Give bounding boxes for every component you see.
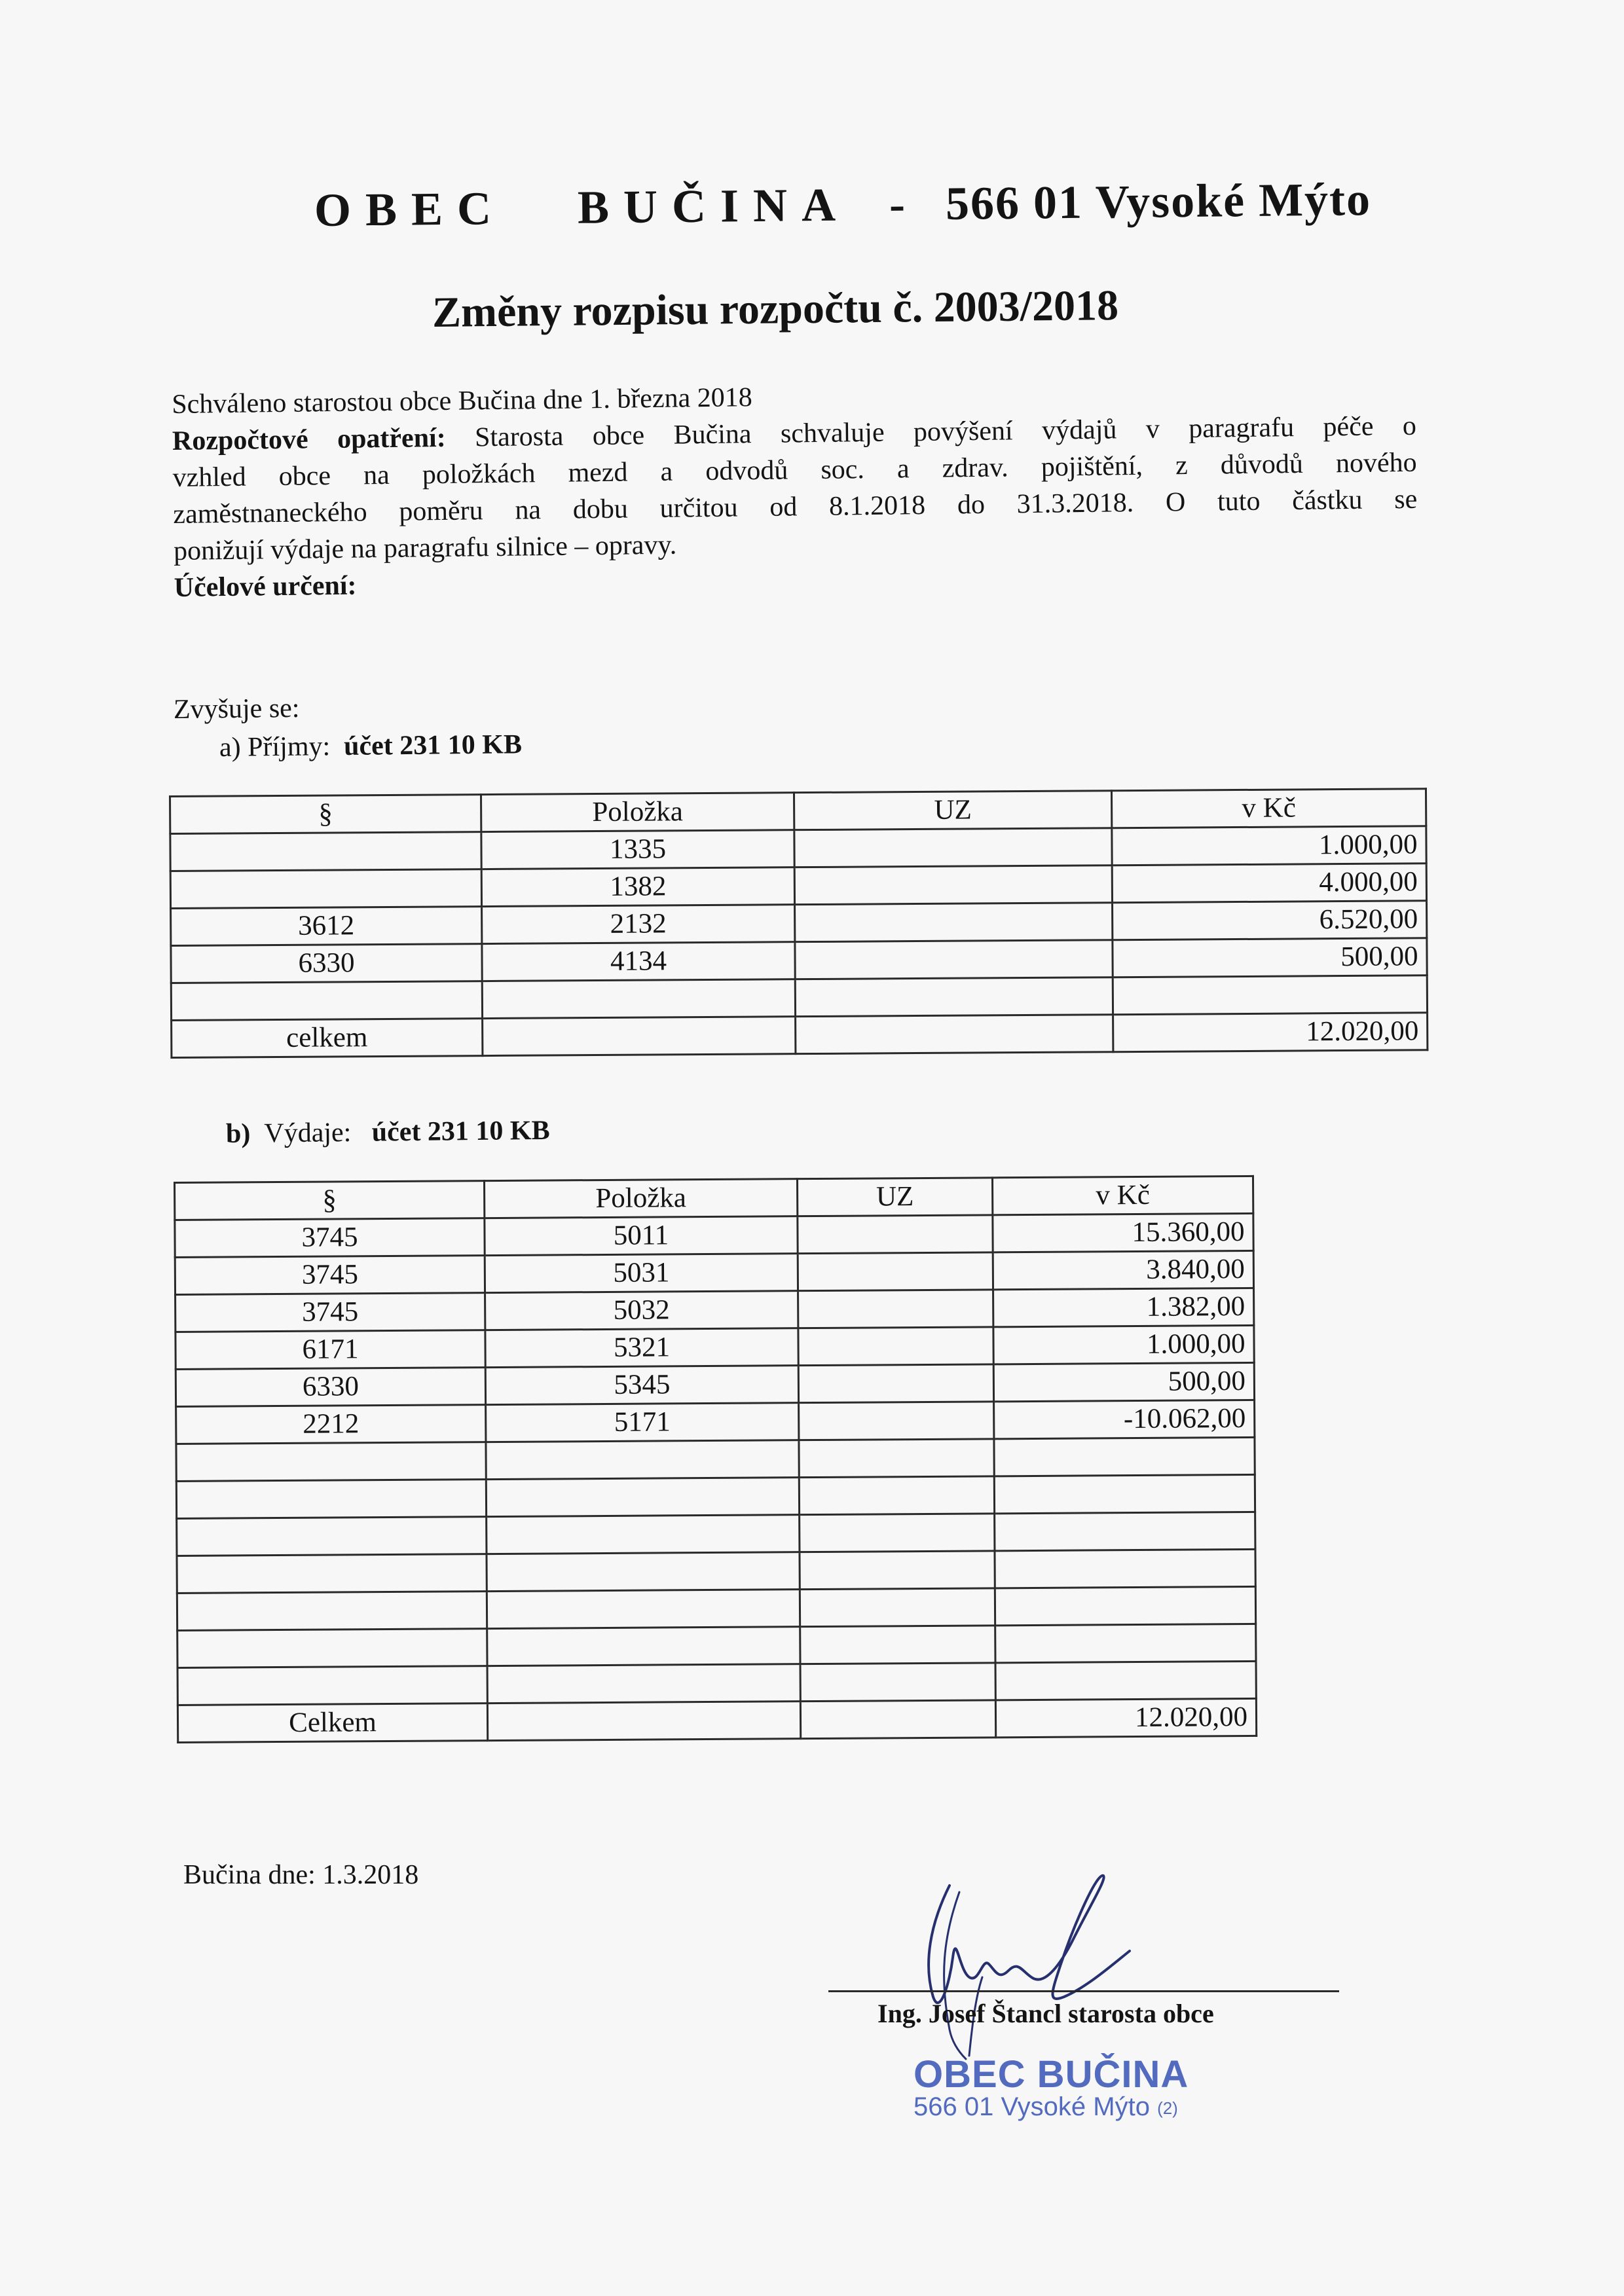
expenses-heading xyxy=(226,1115,550,1150)
expense-cell-amount xyxy=(995,1512,1255,1550)
expenses-table xyxy=(174,1175,1257,1743)
income-cell-paragraph: 6330 xyxy=(171,944,482,983)
expense-header-item: Položka xyxy=(485,1179,798,1218)
signer-name: Ing. Josef Štancl starosta obce xyxy=(877,1999,1214,2028)
income-account: účet 231 10 KB xyxy=(343,729,523,762)
expense-cell-amount xyxy=(995,1586,1255,1625)
income-header-item: Položka xyxy=(481,793,794,832)
income-cell-amount: 1.000,00 xyxy=(1112,826,1426,866)
expense-cell-item xyxy=(487,1702,800,1741)
expense-cell-amount xyxy=(994,1437,1255,1476)
expense-cell-paragraph xyxy=(177,1592,487,1631)
measure-label: Rozpočtové opatření: xyxy=(172,422,446,456)
expense-cell-paragraph xyxy=(177,1517,487,1556)
income-cell-uz xyxy=(795,940,1113,979)
expenses-prefix: Výdaje: xyxy=(264,1117,352,1149)
expense-header-amount: v Kč xyxy=(992,1176,1253,1214)
income-cell-amount: 12.020,00 xyxy=(1113,1013,1428,1052)
expense-cell-uz xyxy=(800,1663,995,1702)
income-header-amount: v Kč xyxy=(1111,789,1426,828)
expense-cell-paragraph: 3745 xyxy=(175,1293,485,1332)
expense-row xyxy=(175,1288,1254,1332)
income-cell-uz xyxy=(795,977,1113,1017)
income-table xyxy=(169,788,1428,1059)
expense-row xyxy=(175,1362,1254,1406)
expenses-prefix-b: b) xyxy=(225,1118,251,1149)
income-cell-item xyxy=(482,979,795,1019)
expenses-account: účet 231 10 KB xyxy=(371,1115,550,1148)
income-cell-amount: 4.000,00 xyxy=(1112,864,1426,903)
expense-row xyxy=(177,1512,1255,1556)
income-cell-amount: 6.520,00 xyxy=(1113,901,1427,940)
expense-cell-uz xyxy=(799,1439,994,1478)
expense-cell-amount xyxy=(995,1624,1256,1662)
expense-row xyxy=(177,1698,1256,1742)
expense-cell-amount: 12.020,00 xyxy=(995,1698,1256,1737)
expense-cell-uz xyxy=(798,1215,993,1254)
expense-cell-item xyxy=(487,1515,800,1554)
expense-cell-uz xyxy=(800,1588,995,1627)
stamp-number: (2) xyxy=(1157,2098,1178,2118)
expense-cell-uz xyxy=(798,1290,993,1328)
approved-line: Schváleno starostou obce Bučina dne 1. března 2018 xyxy=(172,382,752,420)
expense-cell-uz xyxy=(799,1476,994,1515)
income-cell-item: 1382 xyxy=(481,867,794,907)
income-cell-amount xyxy=(1113,975,1427,1015)
header-name: BUČINA xyxy=(577,178,851,234)
income-cell-item xyxy=(483,1017,796,1056)
expense-row xyxy=(175,1325,1254,1369)
expense-cell-paragraph xyxy=(177,1629,487,1668)
income-cell-uz xyxy=(796,1015,1113,1054)
expense-cell-paragraph xyxy=(176,1480,486,1519)
expense-cell-uz xyxy=(800,1551,995,1590)
income-cell-paragraph xyxy=(170,869,481,909)
expense-cell-amount xyxy=(994,1474,1255,1513)
expense-cell-amount: 1.000,00 xyxy=(993,1325,1254,1364)
expense-cell-amount xyxy=(995,1549,1255,1588)
expense-cell-amount: 15.360,00 xyxy=(993,1213,1253,1252)
expense-header-uz: UZ xyxy=(797,1178,992,1216)
expense-header-row xyxy=(175,1176,1253,1220)
expense-cell-uz xyxy=(798,1252,993,1291)
expense-row xyxy=(177,1549,1255,1593)
income-cell-item: 1335 xyxy=(481,830,794,869)
expense-cell-amount: 500,00 xyxy=(993,1362,1254,1401)
income-header-uz: UZ xyxy=(794,791,1111,830)
intro-text xyxy=(172,371,1418,606)
expense-cell-item: 5011 xyxy=(485,1216,798,1256)
stamp-line-2: 566 01 Vysoké Mýto (2) xyxy=(913,2092,1178,2121)
expense-cell-paragraph xyxy=(176,1442,486,1482)
expense-cell-item: 5171 xyxy=(486,1403,799,1442)
expense-cell-paragraph: 3745 xyxy=(175,1218,485,1258)
expense-cell-paragraph: 2212 xyxy=(176,1405,486,1444)
expense-cell-amount xyxy=(995,1661,1256,1700)
income-cell-paragraph xyxy=(170,832,481,871)
expense-cell-item xyxy=(487,1590,800,1629)
measure-line-3: zaměstnaneckého poměru na dobu určitou od 8.1.2018 do 31.3.2018. O tuto částku se xyxy=(173,484,1418,530)
increase-label: Zvyšuje se: xyxy=(173,693,300,725)
expense-cell-paragraph: Celkem xyxy=(177,1704,487,1743)
expense-cell-uz xyxy=(799,1402,994,1440)
expense-cell-uz xyxy=(798,1327,993,1366)
header-dash: - xyxy=(889,177,907,230)
expense-cell-uz xyxy=(800,1700,995,1739)
expense-row xyxy=(175,1213,1253,1257)
income-prefix: a) Příjmy: xyxy=(219,731,331,763)
expense-cell-amount: -10.062,00 xyxy=(994,1400,1255,1438)
measure-line-4: ponižují výdaje na paragrafu silnice – opravy. xyxy=(173,530,677,566)
expense-cell-item: 5321 xyxy=(485,1328,798,1368)
expense-cell-item: 5032 xyxy=(485,1291,798,1330)
expense-row xyxy=(176,1400,1255,1444)
handwritten-signature xyxy=(904,1866,1153,2062)
municipality-header xyxy=(314,172,1372,238)
expense-cell-paragraph xyxy=(177,1554,487,1594)
expense-cell-item: 5345 xyxy=(485,1366,798,1405)
expense-row xyxy=(175,1250,1253,1294)
income-cell-item: 4134 xyxy=(482,942,795,981)
date-line: Bučina dne: 1.3.2018 xyxy=(183,1860,419,1890)
income-cell-paragraph xyxy=(171,981,482,1021)
income-cell-uz xyxy=(794,828,1112,867)
expense-cell-item xyxy=(486,1440,799,1480)
expense-cell-item xyxy=(487,1627,800,1666)
stamp-line-1: OBEC BUČINA xyxy=(913,2053,1189,2096)
income-cell-uz xyxy=(795,903,1113,942)
expense-header-paragraph: § xyxy=(175,1181,485,1220)
expense-cell-uz xyxy=(798,1364,993,1403)
income-cell-item: 2132 xyxy=(482,905,795,944)
expense-cell-uz xyxy=(800,1626,995,1664)
header-address: 566 01 Vysoké Mýto xyxy=(945,173,1372,230)
expense-row xyxy=(177,1586,1255,1630)
income-cell-uz xyxy=(794,866,1112,905)
income-row xyxy=(172,1013,1428,1058)
signature-line xyxy=(828,1990,1339,1992)
expense-cell-paragraph: 6330 xyxy=(175,1368,485,1407)
expense-cell-amount: 3.840,00 xyxy=(993,1250,1253,1289)
expense-cell-amount: 1.382,00 xyxy=(993,1288,1254,1326)
expense-row xyxy=(176,1474,1255,1518)
income-cell-paragraph: celkem xyxy=(172,1019,483,1058)
expense-cell-paragraph: 6171 xyxy=(175,1330,485,1370)
official-stamp xyxy=(913,2052,1189,2122)
measure-line-2: vzhled obce na položkách mezd a odvodů soc. a zdrav. pojištění, z důvodů nového xyxy=(172,447,1417,493)
income-header-paragraph: § xyxy=(170,795,481,834)
purpose-label: Účelové určení: xyxy=(174,570,357,603)
income-cell-paragraph: 3612 xyxy=(171,907,482,946)
income-heading xyxy=(219,729,522,763)
expense-cell-paragraph xyxy=(177,1666,487,1705)
expense-row xyxy=(177,1624,1256,1667)
document-title: Změny rozpisu rozpočtu č. 2003/2018 xyxy=(432,282,1119,337)
expense-cell-item xyxy=(487,1552,800,1592)
expense-cell-item xyxy=(486,1478,799,1517)
expense-row xyxy=(177,1661,1256,1705)
measure-line-1: Rozpočtové opatření: Starosta obce Bučina schvaluje povýšení výdajů v paragrafu péče o xyxy=(172,410,1417,456)
income-cell-amount: 500,00 xyxy=(1113,938,1427,977)
expense-cell-item xyxy=(487,1664,800,1704)
expense-row xyxy=(176,1437,1255,1481)
expense-cell-paragraph: 3745 xyxy=(175,1256,485,1295)
expense-cell-item: 5031 xyxy=(485,1254,798,1293)
header-obec: OBEC xyxy=(314,181,506,236)
expense-cell-uz xyxy=(800,1514,995,1552)
